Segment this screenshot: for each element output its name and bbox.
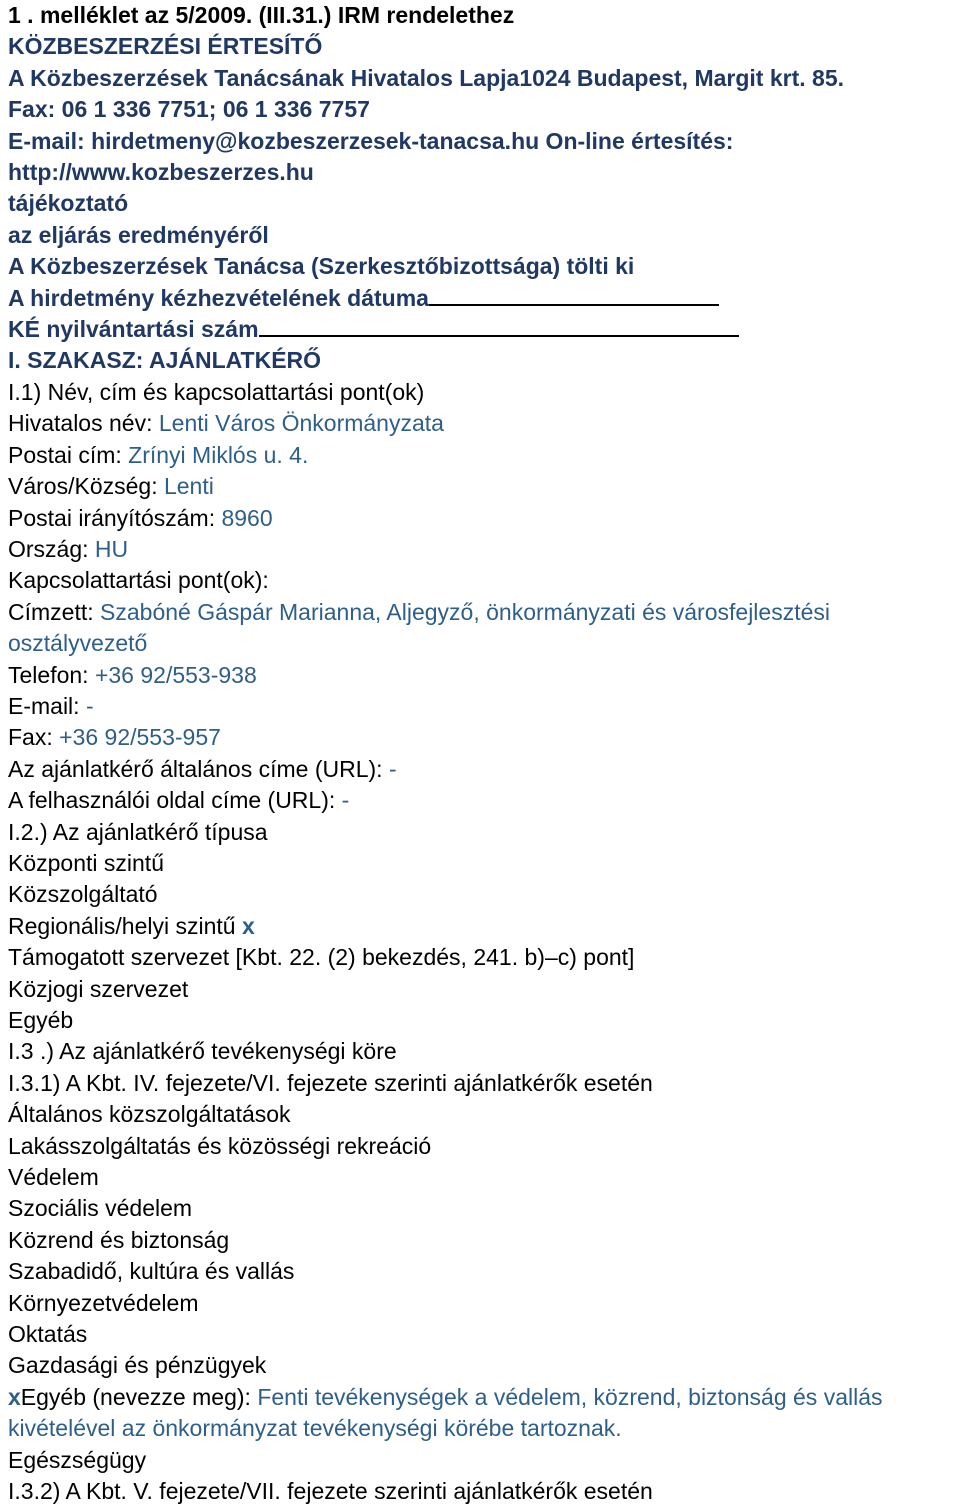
annex-reference: 1 . melléklet az 5/2009. (III.31.) IRM rendelethez (8, 2, 515, 28)
email-value: - (85, 692, 94, 719)
gazette-title: KÖZBESZERZÉSI ÉRTESÍTŐ (8, 33, 323, 60)
receipt-date-label: A hirdetmény kézhezvételének dátuma (8, 284, 429, 311)
activity-option: Gazdasági és pénzügyek (8, 1352, 267, 1379)
type-option: Központi szintű (8, 849, 164, 876)
city-row (8, 471, 952, 502)
postal-address-row (8, 440, 952, 471)
registry-number-row (8, 314, 952, 345)
activity-option: Szociális védelem (8, 1195, 193, 1222)
addressee-label: Címzett: (8, 598, 101, 625)
activity-option: Környezetvédelem (8, 1289, 199, 1316)
buyer-profile-label: A felhasználói oldal címe (URL): (8, 787, 342, 814)
addressee-value: Szabóné Gáspár Marianna, Aljegyző, önkormányzati és városfejlesztési osztályvezető (8, 598, 830, 657)
registry-number-blank[interactable] (259, 315, 739, 337)
country-row (8, 534, 952, 565)
city-value: Lenti (163, 473, 214, 500)
activity-option: Oktatás (8, 1321, 88, 1348)
email-row (8, 691, 952, 722)
notice-type: tájékoztató (8, 190, 129, 217)
notice-subject: az eljárás eredményéről (8, 221, 269, 248)
activity-other-value: Fenti tevékenységek a védelem, közrend, biztonság és vallás kivételével az önkormányzat tevékenységi körébe tartoznak. (8, 1383, 883, 1442)
city-label: Város/Község: (8, 473, 164, 500)
activity-other-row (8, 1382, 952, 1445)
type-option: Támogatott szervezet [Kbt. 22. (2) bekezdés, 241. b)–c) pont] (8, 944, 635, 971)
general-url-value: - (388, 755, 397, 782)
addressee-row (8, 597, 952, 660)
buyer-profile-value: - (341, 787, 350, 814)
type-option: Egyéb (8, 1007, 74, 1033)
email-label: E-mail: (8, 692, 86, 719)
official-journal-address: A Közbeszerzések Tanácsának Hivatalos Lapja1024 Budapest, Margit krt. 85. (8, 64, 845, 91)
type-option: Közjogi szervezet (8, 975, 189, 1002)
activity-option: Közrend és biztonság (8, 1226, 230, 1253)
other-selected-mark: x (8, 1383, 21, 1410)
country-value: HU (94, 535, 129, 562)
postal-address-value: Zrínyi Miklós u. 4. (128, 441, 309, 468)
fax-numbers: Fax: 06 1 336 7751; 06 1 336 7757 (8, 96, 370, 123)
registry-number-label: KÉ nyilvántartási szám (8, 316, 259, 343)
section-title: I. SZAKASZ: AJÁNLATKÉRŐ (8, 347, 322, 374)
contact-points-label: Kapcsolattartási pont(ok): (8, 567, 269, 594)
activity-option: Egészségügy (8, 1446, 147, 1473)
postcode-row (8, 503, 952, 534)
type-option-selected (8, 911, 952, 942)
fax-value: +36 92/553-957 (59, 724, 221, 751)
activity-option: Lakásszolgáltatás és közösségi rekreáció (8, 1132, 432, 1159)
buyer-profile-row (8, 785, 952, 816)
official-name-label: Hivatalos név: (8, 410, 159, 437)
receipt-date-blank[interactable] (429, 284, 719, 306)
type-heading: I.2.) Az ajánlatkérő típusa (8, 818, 268, 845)
fax-row (8, 722, 952, 753)
general-url-row (8, 754, 952, 785)
postcode-value: 8960 (221, 504, 273, 531)
activity-option: Védelem (8, 1164, 99, 1191)
postcode-label: Postai irányítószám: (8, 504, 222, 531)
gazette-url: http://www.kozbeszerzes.hu (8, 159, 314, 186)
email-online-notice: E-mail: hirdetmeny@kozbeszerzesek-tanacsa.hu On-line értesítés: (8, 127, 734, 154)
phone-label: Telefon: (8, 661, 95, 688)
filled-by-note: A Közbeszerzések Tanácsa (Szerkesztőbizottsága) tölti ki (8, 253, 635, 280)
activity-other-label: Egyéb (nevezze meg): (20, 1383, 258, 1410)
activity-option: Szabadidő, kultúra és vallás (8, 1258, 295, 1285)
phone-value: +36 92/553-938 (94, 661, 257, 688)
official-name-value: Lenti Város Önkormányzata (158, 410, 444, 437)
activity-option: Általános közszolgáltatások (8, 1101, 291, 1128)
fax-label: Fax: (8, 724, 60, 751)
country-label: Ország: (8, 535, 95, 562)
activity-subheading: I.3.1) A Kbt. IV. fejezete/VI. fejezete szerinti ajánlatkérők esetén (8, 1069, 653, 1096)
receipt-date-row (8, 283, 952, 314)
activity-subheading-2: I.3.2) A Kbt. V. fejezete/VII. fejezete szerinti ajánlatkérők esetén (8, 1478, 653, 1505)
activity-heading: I.3 .) Az ajánlatkérő tevékenységi köre (8, 1038, 397, 1065)
general-url-label: Az ajánlatkérő általános címe (URL): (8, 755, 389, 782)
contact-heading: I.1) Név, cím és kapcsolattartási pont(ok) (8, 378, 425, 405)
phone-row (8, 660, 952, 691)
type-option-label: Regionális/helyi szintű (8, 912, 236, 939)
selected-mark: x (241, 912, 255, 939)
official-name-row (8, 408, 952, 439)
type-option: Közszolgáltató (8, 881, 158, 908)
postal-address-label: Postai cím: (8, 441, 129, 468)
